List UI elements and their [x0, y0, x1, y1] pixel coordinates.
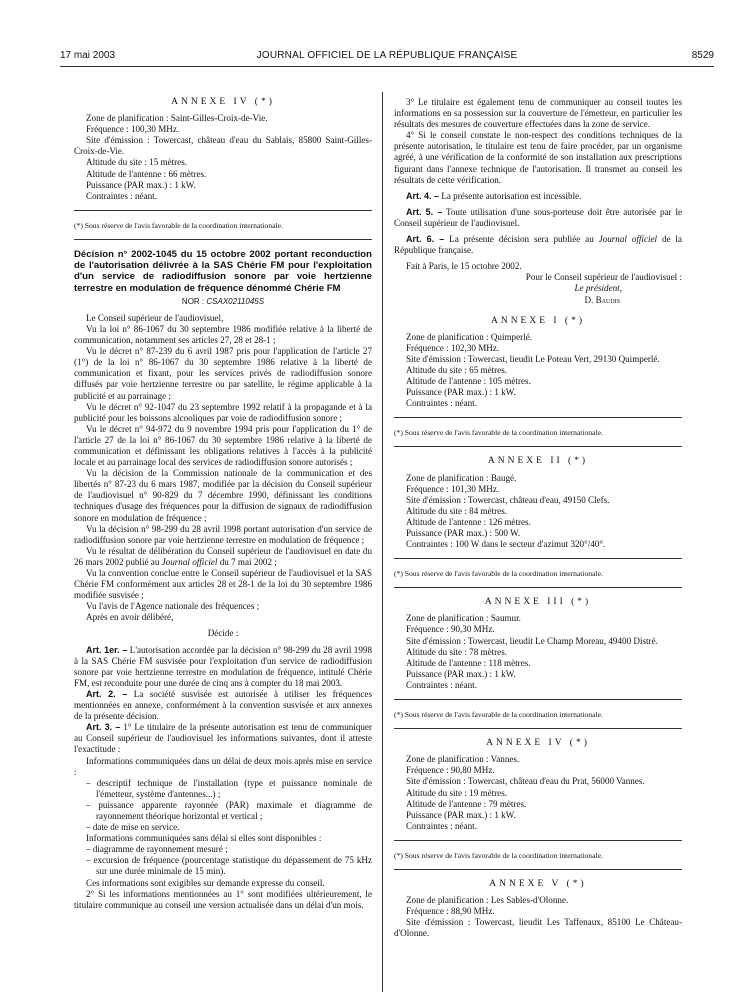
annexe-line: Site d'émission : Towercast, château d'eau du Sablais, 85800 Saint-Gilles-Croix-de-Vie. [74, 135, 372, 157]
article-5 [394, 207, 682, 229]
header-date: 17 mai 2003 [60, 50, 116, 61]
annexe-line: Altitude du site : 84 mètres. [406, 505, 508, 516]
section-rule [74, 239, 372, 240]
nor-label: NOR : [181, 296, 205, 306]
decision-title: Décision n° 2002-1045 du 15 octobre 2002 portant reconduction de l'autorisation délivrée à la SAS Chérie FM pour l'exploitation d'un service de radiodiffusion sonore par voie hertzienne terrestre en modulation de fréquence dénommé Chérie FM [74, 248, 372, 294]
article-text: La présente décision sera publiée au [444, 234, 599, 245]
annexe-line: Site d'émission : Towercast, château d'eau du Prat, 56000 Vannes. [406, 776, 645, 787]
article-text-end: de la République française. [394, 234, 682, 256]
section-rule [74, 210, 372, 211]
preamble-paragraph: Vu l'avis de l'Agence nationale des fréquences ; [86, 601, 260, 612]
annexe-line: Site d'émission : Towercast, lieudit Le Champ Moreau, 49400 Distré. [406, 635, 658, 646]
info-available: Informations communiquées sans délai si elles sont disponibles : [86, 833, 322, 844]
annexe-line: Puissance (PAR max.) : 1 kW. [406, 668, 516, 679]
article-text: La présente autorisation est incessible. [439, 190, 582, 201]
article-text: Toute utilisation d'une sous-porteuse doit être autorisée par le Conseil supérieur de l'audiovisuel. [394, 206, 683, 228]
annexe-line: Altitude de l'antenne : 118 mètres. [406, 657, 531, 668]
preamble-paragraph: Le Conseil supérieur de l'audiovisuel, [86, 312, 224, 323]
annexe-line: Altitude du site : 15 mètres. [86, 157, 188, 168]
preamble-paragraph [74, 546, 372, 568]
intro-paragraph: 4° Si le conseil constate le non-respect des conditions techniques de la présente autorisation, le titulaire est tenu de faire procéder, par un organisme agréé, à une vérification de la conformité de son installation aux prescriptions figurant dans l'annexe technique de l'autorisation. Il transmet au conseil les résultats de cette vérification. [394, 130, 682, 185]
annexe-line: Puissance (PAR max.) : 1 kW. [406, 809, 516, 820]
footnote: (*) Sous réserve de l'avis favorable de la coordination internationale. [394, 850, 603, 860]
annexe-line: Puissance (PAR max.) : 1 kW. [406, 387, 516, 398]
annexe-heading: ANNEXE I (*) [490, 315, 586, 326]
annexe-line: Zone de planification : Quimperlé. [406, 331, 533, 342]
annexe-line: Contraintes : néant. [406, 398, 477, 409]
annexe-line: Contraintes : néant. [406, 679, 477, 690]
article-6 [394, 234, 682, 256]
preamble-paragraph: Vu la décision n° 98-299 du 28 avril 1998 portant autorisation d'un service de radiodiffusion sonore par voie hertzienne terrestre en modulation de fréquence ; [74, 523, 372, 545]
annexe-line: Altitude du site : 65 mètres. [406, 364, 508, 375]
article-text: La société susvisée est autorisée à utiliser les fréquences mentionnées en annexe, conformément à la convention susvisée et aux annexes de la présente décision. [74, 688, 373, 722]
preamble-paragraph: Vu la loi n° 86-1067 du 30 septembre 1986 modifiée relative à la liberté de communication, notamment ses articles 27, 28 et 28-1 ; [74, 323, 372, 346]
article-label: Art. 4. – [406, 190, 440, 201]
section-rule [394, 869, 682, 870]
closing-paragraph: 2° Si les informations mentionnées au 1° sont modifiées ultérieurement, le titulaire communique au conseil une version actualisée dans un délai d'un mois. [74, 888, 372, 910]
list-item: – descriptif technique de l'installation (type et puissance nominale de l'émetteur, système d'antennes...) ; [86, 777, 372, 799]
preamble-paragraph: Après en avoir délibéré, [86, 612, 174, 623]
annexe-line: Site d'émission : Towercast, lieudit Le Poteau Vert, 29130 Quimperlé. [406, 353, 660, 364]
vu-resultat-text: Vu le résultat de délibération du Conseil supérieur de l'audiovisuel en date du 26 mars 2002 publié au [74, 545, 372, 567]
list-item: – excursion de fréquence (pourcentage statistique du dépassement de 75 kHz sur une durée minimale de 15 min). [86, 855, 372, 877]
preamble-paragraph: Vu le décret n° 92-1047 du 23 septembre 1992 relatif à la propagande et à la publicité pour les boissons alcooliques par voie de radiodiffusion sonore ; [74, 401, 372, 423]
annexe-line: Site d'émission : Towercast, lieudit Les Taffenaux, 85100 Le Château-d'Olonne. [394, 917, 682, 939]
vu-resultat-end: du 7 mai 2002 ; [217, 556, 277, 567]
intro-paragraph: 3° Le titulaire est également tenu de communiquer au conseil toutes les informations en sa possession sur la couverture de l'émetteur, en particulier les résultats des mesures de couverture effectuées dans la zone de service. [394, 97, 682, 130]
section-rule [394, 446, 682, 447]
signature-place-date: Fait à Paris, le 15 octobre 2002. [406, 261, 522, 272]
list-item: – puissance apparente rayonnée (PAR) maximale et diagramme de rayonnement théorique horizontal et vertical ; [86, 799, 372, 821]
annexe-line: Contraintes : néant. [86, 190, 157, 201]
annexe-heading: ANNEXE III (*) [484, 597, 592, 608]
annexe-line: Altitude de l'antenne : 105 mètres. [406, 376, 531, 387]
annexe-line: Zone de planification : Saint-Gilles-Croix-de-Vie. [86, 113, 268, 124]
annexe-line: Fréquence : 90,30 MHz. [406, 624, 495, 635]
article-label: Art. 1er. – [86, 644, 128, 655]
section-rule [394, 587, 682, 588]
annexe-heading: ANNEXE IV (*) [486, 738, 590, 749]
annexe-heading: ANNEXE II (*) [487, 456, 589, 467]
footnote: (*) Sous réserve de l'avis favorable de la coordination internationale. [394, 710, 603, 720]
annexe-line: Zone de planification : Baugé. [406, 472, 517, 483]
annexe-line: Contraintes : 100 W dans le secteur d'azimut 320°/40°. [406, 539, 606, 550]
signature-authority: Pour le Conseil supérieur de l'audiovisuel : [525, 272, 682, 283]
article-label: Art. 5. – [406, 206, 443, 217]
section-rule [394, 558, 682, 559]
footnote: (*) Sous réserve de l'avis favorable de la coordination internationale. [394, 428, 603, 438]
preamble-paragraph: Vu le décret n° 94-972 du 9 novembre 1994 pris pour l'application du 1° de l'article 27 de la loi n° 86-1067 du 30 septembre 1986 relative à la liberté de communication et définissant les obligations relatives à l'accès à la publicité locale et au parrainage local des services de radiodiffusion sonore autorisés ; [74, 423, 372, 468]
annexe-line: Fréquence : 90,80 MHz. [406, 765, 495, 776]
header-journal-title: JOURNAL OFFICIEL DE LA RÉPUBLIQUE FRANÇAISE [256, 50, 518, 61]
section-rule [394, 728, 682, 729]
left-column [74, 97, 372, 911]
journal-officiel-ref: Journal officiel [598, 234, 658, 245]
section-rule [394, 417, 682, 418]
article-1 [74, 645, 372, 689]
nor-code: CSAX0211045S [206, 296, 265, 306]
article-label: Art. 3. – [86, 722, 121, 733]
annexe-line: Fréquence : 101,30 MHz. [406, 483, 500, 494]
annexe-line: Altitude de l'antenne : 79 mètres. [406, 798, 527, 809]
annexe-line: Zone de planification : Saumur. [406, 613, 521, 624]
annexe-line: Fréquence : 100,30 MHz. [86, 124, 180, 135]
signature-role [394, 283, 682, 294]
list-item: – date de mise en service. [86, 822, 180, 833]
annexe-heading: ANNEXE IV (*) [171, 97, 275, 107]
annexe-line: Contraintes : néant. [406, 820, 477, 831]
annexe-line: Zone de planification : Vannes. [406, 754, 520, 765]
footnote: (*) Sous réserve de l'avis favorable de la coordination internationale. [394, 569, 603, 579]
section-rule [394, 840, 682, 841]
annexe-line: Altitude de l'antenne : 66 mètres. [86, 168, 207, 179]
header-rule [60, 66, 714, 67]
footnote: (*) Sous réserve de l'avis favorable de la coordination internationale. [74, 220, 283, 230]
article-2 [74, 689, 372, 722]
article-text: L'autorisation accordée par la décision n° 98-299 du 28 avril 1998 à la SAS Chérie FM susvisée pour l'exploitation d'un service de radiodiffusion sonore par voie hertzienne terrestre en modulation de fréquence, intitulé Chérie FM, est reconduite pour une durée de cinq ans à compter du 18 mai 2003. [74, 644, 372, 688]
annexe-line: Site d'émission : Towercast, château d'eau, 49150 Clefs. [406, 494, 610, 505]
column-divider [382, 92, 383, 992]
list-item: – diagramme de rayonnement mesuré ; [86, 844, 228, 855]
preamble-paragraph: Vu le décret n° 87-239 du 6 avril 1987 pris pour l'application de l'article 27 (1°) de la loi n° 86-1067 du 30 septembre 1986 relative à la liberté de communication et fixant, pour les services privés de radiodiffusion sonore diffusés par voie hertzienne terrestre ou par satellite, le régime applicable à la publicité et au parrainage ; [74, 346, 372, 401]
header-page-number: 8529 [691, 50, 714, 61]
annexe-line: Fréquence : 88,90 MHz. [406, 906, 495, 917]
nor-reference [74, 296, 372, 307]
journal-officiel-ref: Journal officiel [161, 556, 218, 567]
preamble-paragraph: Vu la décision de la Commission nationale de la communication et des libertés n° 87-23 du 6 mars 1987, modifiée par la décision du Conseil supérieur de l'audiovisuel n° 90-829 du 7 décembre 1990, définissant les conditions techniques d'usage des fréquences pour la diffusion de signaux de radiodiffusion sonore en modulation de fréquence ; [74, 468, 372, 523]
article-text: 1° Le titulaire de la présente autorisation est tenu de communiquer au Conseil supérieur de l'audiovisuel les informations suivantes, dont il atteste l'exactitude : [74, 722, 372, 755]
decide-heading: Décide : [207, 628, 239, 639]
annexe-line: Puissance (PAR max.) : 1 kW. [86, 179, 196, 190]
right-column [394, 97, 682, 939]
annexe-line: Zone de planification : Les Sables-d'Olonne. [406, 895, 569, 906]
annexe-line: Altitude du site : 78 mètres. [406, 646, 508, 657]
section-rule [394, 699, 682, 700]
article-3 [74, 722, 372, 755]
annexe-line: Fréquence : 102,30 MHz. [406, 342, 500, 353]
preamble-paragraph: Vu la convention conclue entre le Conseil supérieur de l'audiovisuel et la SAS Chérie FM conformément aux articles 28 et 28-1 de la loi du 30 septembre 1986 modifiée susvisée ; [74, 568, 372, 601]
signature-role-text: Le président, [574, 283, 622, 294]
article-4 [394, 191, 682, 202]
closing-paragraph: Ces informations sont exigibles sur demande expresse du conseil. [86, 877, 325, 888]
article-label: Art. 6. – [406, 234, 445, 245]
annexe-line: Altitude de l'antenne : 126 mètres. [406, 516, 531, 527]
article-label: Art. 2. – [86, 688, 128, 699]
annexe-heading: ANNEXE V (*) [489, 878, 587, 889]
annexe-line: Puissance (PAR max.) : 500 W. [406, 528, 521, 538]
info-requirement: Informations communiquées dans un délai de deux mois après mise en service : [74, 755, 372, 777]
signature-name: D. Baudis [584, 294, 620, 305]
annexe-line: Altitude du site : 19 mètres. [406, 787, 508, 798]
